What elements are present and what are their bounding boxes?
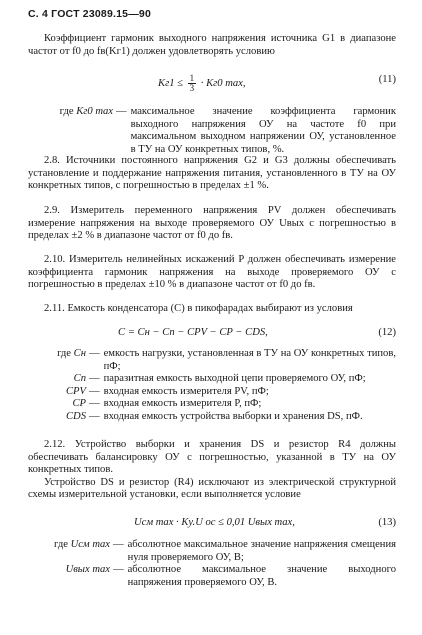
formula-11-frac-num: 1 [189, 73, 195, 83]
formula-12 [28, 327, 396, 349]
term-symbol: Uвых max [65, 564, 110, 576]
term-symbol: Cн [73, 348, 86, 359]
definition-text: абсолютное максимальное значение выходного напряжения проверяемого ОУ, В. [127, 564, 396, 588]
definition-row [28, 398, 396, 411]
definition-list-13 [28, 539, 396, 589]
definition-text: входная емкость устройства выборки и хранения DS, пФ. [103, 410, 363, 422]
paragraph-2-12-continued: Устройство DS и резистор (R4) исключают из электрической структурной схемы измерительной установки, если выполняется условие [28, 476, 396, 501]
term-symbol: CDS [65, 410, 86, 422]
section-2-10 [28, 254, 396, 292]
definition-text: паразитная емкость выходной цепи проверяемого ОУ, пФ; [103, 373, 366, 385]
definition-text: максимальное значение коэффициента гармоник выходного напряжения ОУ на частоте f0 при максимальном выходном напряжении ОУ, установленное в ТУ на ОУ конкретных типов, %. [130, 106, 396, 155]
definition-dash: — [89, 385, 100, 397]
definition-dash: — [89, 398, 100, 410]
definition-term [28, 348, 89, 361]
term-symbol: CPV [65, 385, 86, 397]
definition-term [28, 373, 89, 386]
definition-term [28, 106, 116, 119]
paragraph-2-12: 2.12. Устройство выборки и хранения DS и резистор R4 должны обеспечивать балансировку ОУ с погрешностью, указанной в ТУ на ОУ конкретных типов. [28, 439, 396, 476]
definition-dash: — [113, 539, 124, 550]
definition-row [28, 106, 396, 156]
paragraph-2-11: 2.11. Емкость конденсатора (C) в пикофарадах выбирают из условия [44, 303, 353, 314]
definition-list-11 [28, 106, 396, 156]
formula-13 [28, 517, 396, 539]
section-2-12 [28, 439, 396, 502]
where-word: где [57, 348, 72, 359]
term-symbol: CP [72, 398, 86, 410]
definition-row [28, 373, 396, 386]
definition-term [28, 398, 89, 411]
formula-11-right: · Kг0 max, [200, 77, 246, 89]
definition-row [28, 411, 396, 424]
definition-list-12 [28, 348, 396, 424]
definition-term [28, 539, 113, 552]
definition-text: входная емкость измерителя PV, пФ; [103, 385, 269, 397]
definition-dash: — [89, 373, 100, 385]
term-symbol: Uсм max [70, 539, 110, 550]
term-symbol: Cп [73, 373, 86, 385]
definition-term [28, 564, 113, 577]
formula-11-left: Kг1 ≤ [158, 77, 183, 89]
definition-term [28, 386, 89, 399]
definition-row [28, 564, 396, 589]
definition-text: емкость нагрузки, установленная в ТУ на ОУ конкретных типов, пФ; [103, 348, 396, 372]
where-word: где [59, 106, 74, 117]
definition-row [28, 348, 396, 373]
definition-row [28, 386, 396, 399]
term-symbol: Kг0 max [76, 106, 113, 117]
intro-text: Коэффициент гармоник выходного напряжения источника G1 в диапазоне частот от f0 до fв(Kг1) должен удовлетворять условию [28, 33, 396, 57]
section-2-9 [28, 205, 396, 243]
formula-13-expression: Uсм max · Ky.U oc ≤ 0,01 Uвых max, [134, 517, 295, 528]
paragraph-2-8: 2.8. Источники постоянного напряжения G2 и G3 должны обеспечивать установление и поддержание напряжения питания, установленного в ТУ на ОУ конкретных типов, с погрешностью в пределах ±1 %. [28, 155, 396, 192]
definition-dash: — [113, 564, 124, 576]
definition-dash: — [116, 106, 127, 117]
where-word: где [54, 539, 68, 550]
intro-paragraph [28, 33, 396, 58]
definition-dash: — [89, 410, 100, 422]
formula-11-expression [158, 74, 246, 93]
page-header: С. 4 ГОСТ 23089.15—90 [28, 8, 151, 20]
section-2-8 [28, 155, 396, 193]
section-2-11 [28, 303, 396, 316]
definition-row [28, 539, 396, 564]
formula-12-number: (12) [378, 327, 396, 338]
definition-term [28, 411, 89, 424]
formula-11 [28, 74, 396, 96]
paragraph-2-9: 2.9. Измеритель переменного напряжения PV должен обеспечивать измерение напряжения на выходе проверяемого ОУ Uвых с погрешностью в пределах ±2 % в диапазоне частот от f0 до fв. [28, 205, 396, 242]
formula-11-number: (11) [378, 74, 396, 85]
formula-11-frac-den: 3 [189, 83, 195, 93]
definition-text: абсолютное максимальное значение напряжения смещения нуля проверяемого ОУ, В; [127, 539, 396, 563]
formula-13-number: (13) [378, 517, 396, 528]
formula-11-fraction [188, 74, 197, 93]
definition-dash: — [89, 348, 100, 359]
paragraph-2-10: 2.10. Измеритель нелинейных искажений P должен обеспечивать измерение коэффициента гармоник напряжения на выходе проверяемого ОУ с погрешностью в пределах ±10 % в диапазоне частот от f0 до fв. [28, 254, 396, 291]
formula-12-expression: C = Cн − Cп − CPV − CP − CDS, [118, 327, 268, 338]
definition-text: входная емкость измерителя P, пФ; [103, 398, 262, 410]
